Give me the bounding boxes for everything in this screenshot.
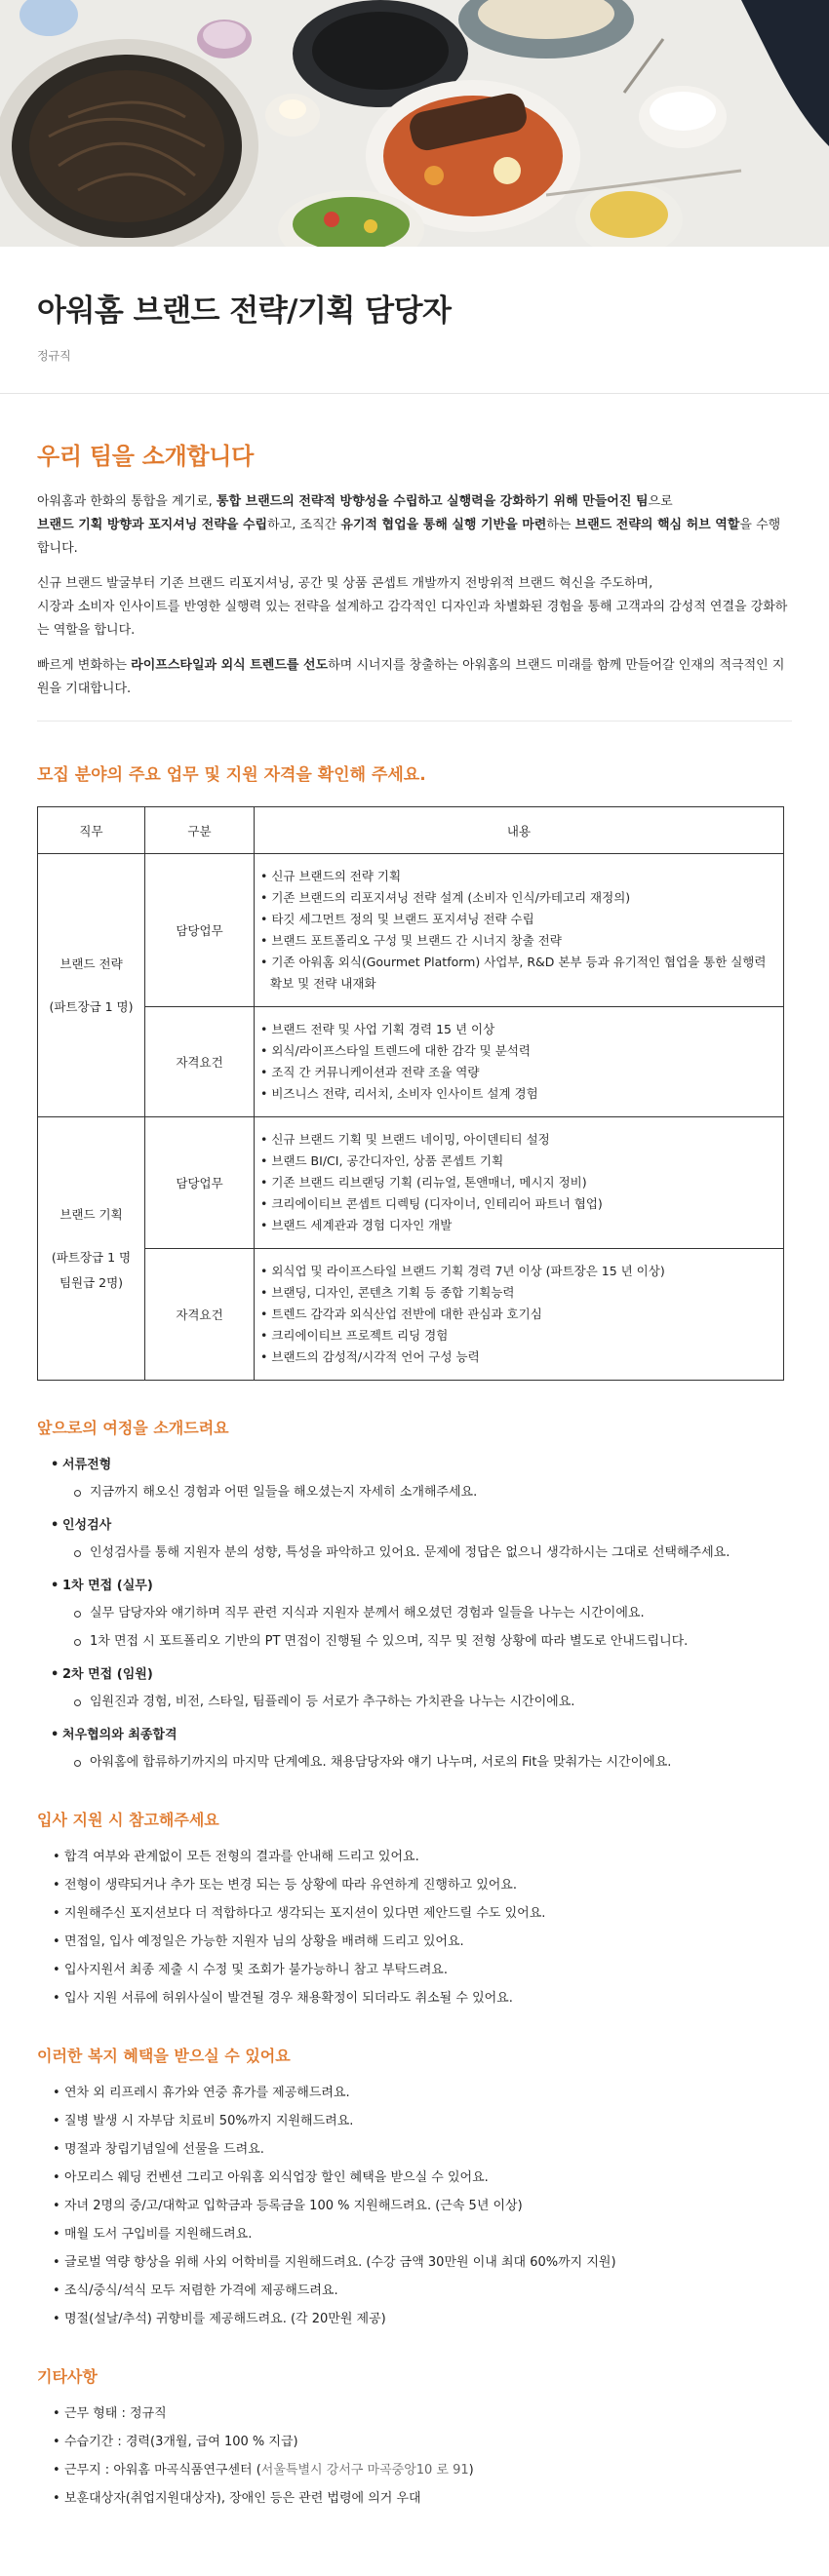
list-item: • 전형이 생략되거나 추가 또는 변경 되는 등 상황에 따라 유연하게 진행하고 있어요. <box>53 1876 792 1895</box>
step-name: • 서류전형 <box>53 1456 792 1475</box>
paragraph-text: 으로 <box>648 494 673 509</box>
list-item: • 브랜드 세계관과 경험 디자인 개발 <box>260 1215 777 1236</box>
location-address: 서울특별시 강서구 마곡중앙10 로 91 <box>260 2463 469 2478</box>
list-item: • 지원해주신 포지션보다 더 적합하다고 생각되는 포지션이 있다면 제안드릴 수도 있어요. <box>53 1904 792 1924</box>
list-item: • 입사지원서 최종 제출 시 수정 및 조회가 불가능하니 참고 부탁드려요. <box>53 1961 792 1980</box>
benefits-title: 이러한 복지 혜택을 받으실 수 있어요 <box>37 2047 291 2065</box>
list-item: • 자녀 2명의 중/고/대학교 입학금과 등록금을 100 % 지원해드려요. (근속 5년 이상) <box>53 2197 792 2216</box>
etc-list <box>37 2404 792 2509</box>
benefits-list <box>37 2084 792 2329</box>
employment-type: 정규직 <box>37 349 71 363</box>
table-header-row <box>38 807 784 854</box>
paragraph-text: 을 수행합니다. <box>37 518 781 556</box>
step-notes <box>53 1543 792 1563</box>
step-note: 임원진과 경험, 비전, 스타일, 팀플레이 등 서로가 추구하는 가치관을 나누는 시간이에요. <box>90 1693 792 1712</box>
list-item: • 외식/라이프스타일 트렌드에 대한 감각 및 분석력 <box>260 1040 777 1062</box>
header-content: 내용 <box>255 807 784 854</box>
table-row <box>38 1117 784 1249</box>
emphasis-text: 유기적 협업을 통해 실행 기반을 마련 <box>340 518 547 532</box>
content-cell <box>255 854 784 1007</box>
paragraph-text: 빠르게 변화하는 <box>37 658 132 673</box>
step-note: 아워홈에 합류하기까지의 마지막 단계예요. 채용담당자와 얘기 나누며, 서로의 Fit을 맞춰가는 시간이에요. <box>90 1753 792 1773</box>
list-item: • 조식/중식/석식 모두 저렴한 가격에 제공해드려요. <box>53 2282 792 2301</box>
role-headcount: (파트장급 1 명) <box>49 998 134 1014</box>
role-lines <box>38 952 144 1020</box>
role-lines <box>38 1202 144 1296</box>
list-item: • 질병 발생 시 자부담 치료비 50%까지 지원해드려요. <box>53 2112 792 2131</box>
list-item <box>53 2461 792 2480</box>
list-item: • 아모리스 웨딩 컨벤션 그리고 아워홈 외식업장 할인 혜택을 받으실 수 있어요. <box>53 2168 792 2188</box>
process-step <box>53 1665 792 1712</box>
content-cell <box>255 1117 784 1249</box>
list-item: • 신규 브랜드의 전략 기획 <box>260 866 777 887</box>
location-label: 근무지 : 아워홈 마곡식품연구센터 ( <box>64 2463 261 2478</box>
list-item: • 입사 지원 서류에 허위사실이 발견될 경우 채용확정이 되더라도 취소될 수 있어요. <box>53 1989 792 2009</box>
content-list <box>260 866 777 995</box>
content-cell <box>255 1249 784 1381</box>
emphasis-text: 라이프스타일과 외식 트렌드를 선도 <box>131 658 329 673</box>
role-headcount: (파트장급 1 명 <box>51 1249 132 1265</box>
step-note: 1차 면접 시 포트폴리오 기반의 PT 면접이 진행될 수 있으며, 직무 및 전형 상황에 따라 별도로 안내드립니다. <box>90 1632 792 1652</box>
job-header <box>0 247 829 394</box>
list-item: • 기존 아워홈 외식(Gourmet Platform) 사업부, R&D 본부 등과 유기적인 협업을 통한 실행력 확보 및 전략 내재화 <box>260 952 777 995</box>
process-step <box>53 1726 792 1773</box>
role-spacer <box>38 977 144 995</box>
notes-title: 입사 지원 시 참고해주세요 <box>37 1811 219 1829</box>
list-item: • 보훈대상자(취업지원대상자), 장애인 등은 관련 법령에 의거 우대 <box>53 2489 792 2509</box>
process-title: 앞으로의 여정을 소개드려요 <box>37 1419 229 1437</box>
list-item: • 브랜드 전략 및 사업 기획 경력 15 년 이상 <box>260 1019 777 1040</box>
content-list <box>260 1261 777 1368</box>
list-item: • 수습기간 : 경력(3개월, 급여 100 % 지급) <box>53 2433 792 2452</box>
emphasis-text: 브랜드 전략의 핵심 허브 역할 <box>574 518 740 532</box>
table-row <box>38 1249 784 1381</box>
list-item: • 글로벌 역량 향상을 위해 사외 어학비를 지원해드려요. (수강 금액 30만원 이내 최대 60%까지 지원) <box>53 2253 792 2273</box>
list-item: • 연차 외 리프레시 휴가와 연중 휴가를 제공해드려요. <box>53 2084 792 2103</box>
role-cell <box>38 854 145 1117</box>
location-end: ) <box>468 2463 474 2478</box>
list-item: • 근무 형태 : 정규직 <box>53 2404 792 2424</box>
list-item: • 조직 간 커뮤니케이션과 전략 조율 역량 <box>260 1062 777 1083</box>
process-steps <box>37 1456 792 1773</box>
step-name: • 2차 면접 (임원) <box>53 1665 792 1685</box>
team-intro-paragraph-3 <box>37 654 792 701</box>
list-item: • 기존 브랜드의 리포지셔닝 전략 설계 (소비자 인식/카테고리 재정의) <box>260 887 777 909</box>
step-notes <box>53 1604 792 1652</box>
content-list <box>260 1129 777 1236</box>
food-table-illustration <box>0 0 829 247</box>
process-step <box>53 1456 792 1503</box>
emphasis-text: 브랜드 기획 방향과 포지셔닝 전략을 수립 <box>37 518 268 532</box>
job-description <box>0 394 829 2576</box>
paragraph-text: 하며 시너지를 창출하는 아워홈의 브랜드 미래를 함께 만들어갈 인재의 적극적인 지원을 기대합니다. <box>37 658 785 696</box>
list-item: • 브랜드 BI/CI, 공간디자인, 상품 콘셉트 기획 <box>260 1151 777 1172</box>
list-item: • 브랜드의 감성적/시각적 언어 구성 능력 <box>260 1347 777 1368</box>
step-notes <box>53 1483 792 1503</box>
notes-list <box>37 1848 792 2009</box>
positions-title: 모집 분야의 주요 업무 및 지원 자격을 확인해 주세요. <box>37 765 426 785</box>
list-item: • 신규 브랜드 기획 및 브랜드 네이밍, 아이덴티티 설정 <box>260 1129 777 1151</box>
section-divider <box>37 721 792 722</box>
paragraph-text: 하는 <box>546 518 575 532</box>
header-kind: 구분 <box>145 807 255 854</box>
kind-cell: 담당업무 <box>145 1117 255 1249</box>
team-intro-paragraph-2: 신규 브랜드 발굴부터 기존 브랜드 리포지셔닝, 공간 및 상품 콘셉트 개발까지 전방위적 브랜드 혁신을 주도하며, 시장과 소비자 인사이트를 반영한 실행력 있는 전략을 설계하고 감각적인 디자인과 차별화된 경험을 통해 고객과의 감성적 연결을 강화하는 역할을 합니다. <box>37 576 788 638</box>
role-name: 브랜드 전략 <box>59 956 123 971</box>
list-item: • 명절과 창립기념일에 선물을 드려요. <box>53 2140 792 2160</box>
list-item: • 기존 브랜드 리브랜딩 기획 (리뉴얼, 톤앤매너, 메시지 정비) <box>260 1172 777 1193</box>
step-notes <box>53 1753 792 1773</box>
list-item: • 외식업 및 라이프스타일 브랜드 기획 경력 7년 이상 (파트장은 15 년 이상) <box>260 1261 777 1282</box>
role-spacer <box>38 1228 144 1245</box>
team-intro-title: 우리 팀을 소개합니다 <box>37 443 255 470</box>
step-notes <box>53 1693 792 1712</box>
content-list <box>260 1019 777 1105</box>
table-row <box>38 854 784 1007</box>
job-title: 아워홈 브랜드 전략/기획 담당자 <box>37 293 452 329</box>
emphasis-text: 통합 브랜드의 전략적 방향성을 수립하고 실행력을 강화하기 위해 만들어진 팀 <box>216 494 649 509</box>
content-cell <box>255 1007 784 1117</box>
kind-cell: 담당업무 <box>145 854 255 1007</box>
step-note: 인성검사를 통해 지원자 분의 성향, 특성을 파악하고 있어요. 문제에 정답은 없으니 생각하시는 그대로 선택해주세요. <box>90 1543 792 1563</box>
step-note: 지금까지 해오신 경험과 어떤 일들을 해오셨는지 자세히 소개해주세요. <box>90 1483 792 1503</box>
header-role: 직무 <box>38 807 145 854</box>
role-cell <box>38 1117 145 1381</box>
hero-image <box>0 0 829 247</box>
step-name: • 처우협의와 최종합격 <box>53 1726 792 1745</box>
positions-table <box>37 806 784 1381</box>
kind-cell: 자격요건 <box>145 1007 255 1117</box>
paragraph-text: 하고, 조직간 <box>267 518 341 532</box>
list-item: • 매월 도서 구입비를 지원해드려요. <box>53 2225 792 2244</box>
step-name: • 1차 면접 (실무) <box>53 1577 792 1596</box>
etc-title: 기타사항 <box>37 2367 98 2386</box>
list-item: • 비즈니스 전략, 리서치, 소비자 인사이트 설계 경험 <box>260 1083 777 1105</box>
list-item: • 브랜드 포트폴리오 구성 및 브랜드 간 시너지 창출 전략 <box>260 930 777 952</box>
role-name: 브랜드 기획 <box>59 1206 123 1222</box>
process-step <box>53 1577 792 1652</box>
table-row <box>38 1007 784 1117</box>
list-item: • 합격 여부와 관계없이 모든 전형의 결과를 안내해 드리고 있어요. <box>53 1848 792 1867</box>
list-item: • 타깃 세그먼트 정의 및 브랜드 포지셔닝 전략 수립 <box>260 909 777 930</box>
paragraph-text: 아워홈과 한화의 통합을 계기로, <box>37 494 217 509</box>
step-name: • 인성검사 <box>53 1516 792 1536</box>
kind-cell: 자격요건 <box>145 1249 255 1381</box>
list-item: • 크리에이티브 프로젝트 리딩 경험 <box>260 1325 777 1347</box>
list-item: • 면접일, 입사 예정일은 가능한 지원자 님의 상황을 배려해 드리고 있어요. <box>53 1932 792 1952</box>
process-step <box>53 1516 792 1563</box>
list-item: • 브랜딩, 디자인, 콘텐츠 기획 등 종합 기획능력 <box>260 1282 777 1304</box>
role-headcount: 팀원급 2명) <box>59 1274 124 1290</box>
team-intro-paragraph-1 <box>37 490 792 561</box>
list-item: • 트렌드 감각과 외식산업 전반에 대한 관심과 호기심 <box>260 1304 777 1325</box>
list-item: • 명절(설날/추석) 귀향비를 제공해드려요. (각 20만원 제공) <box>53 2310 792 2329</box>
step-note: 실무 담당자와 얘기하며 직무 관련 지식과 지원자 분께서 해오셨던 경험과 일들을 나누는 시간이에요. <box>90 1604 792 1623</box>
list-item: • 크리에이티브 콘셉트 디렉팅 (디자이너, 인테리어 파트너 협업) <box>260 1193 777 1215</box>
